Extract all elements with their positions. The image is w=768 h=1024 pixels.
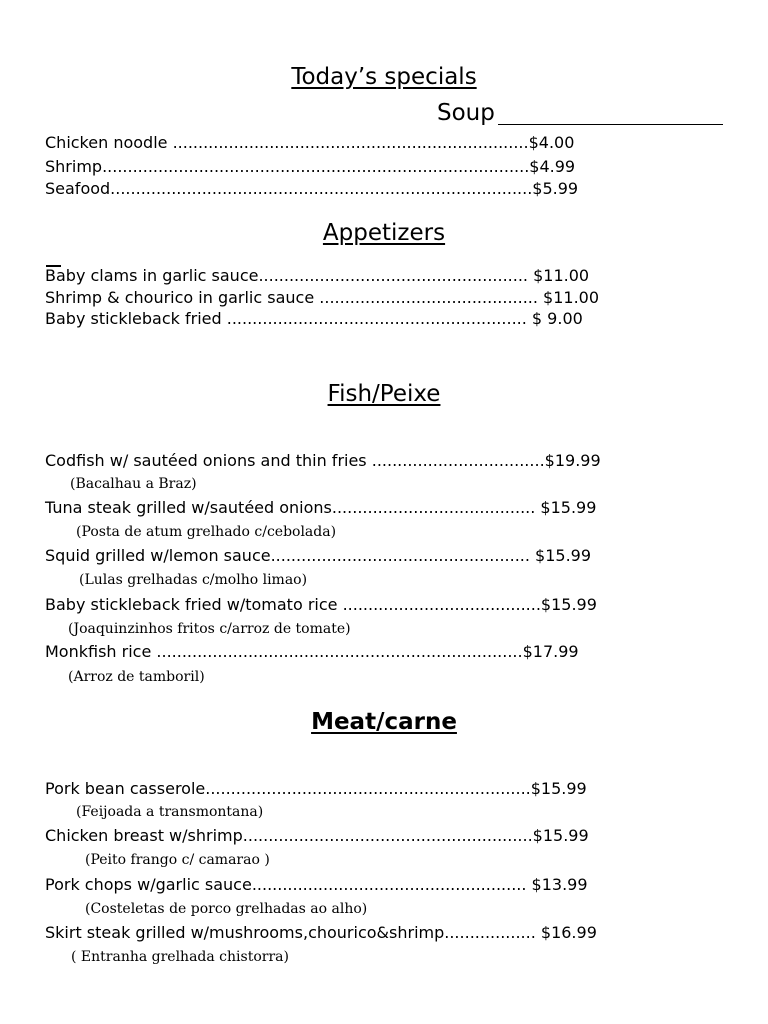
- menu-item-translation: (Feijoada a transmontana): [76, 804, 264, 820]
- menu-item: Skirt steak grilled w/mushrooms,chourico&shrimp.................. $16.99: [45, 923, 597, 942]
- menu-item: Chicken noodle ......................................................................$4.00: [45, 133, 575, 152]
- soup-heading-rule: [498, 124, 723, 125]
- appetizers-heading: Appetizers: [322, 220, 446, 246]
- menu-item: Monkfish rice ........................................................................$17.99: [45, 642, 579, 661]
- fish-heading: Fish/Peixe: [327, 381, 441, 407]
- page-title: Today’s specials: [291, 64, 477, 90]
- meat-heading: Meat/carne: [311, 709, 457, 735]
- menu-item-translation: (Lulas grelhadas c/molho limao): [79, 572, 308, 588]
- menu-item-translation: ( Entranha grelhada chistorra): [71, 949, 289, 965]
- soup-heading-wrap: [0, 100, 768, 126]
- menu-item: Baby stickleback fried w/tomato rice .......................................$15.99: [45, 595, 597, 614]
- menu-item-translation: (Arroz de tamboril): [68, 669, 205, 685]
- menu-item-translation: (Joaquinzinhos fritos c/arroz de tomate): [68, 621, 351, 637]
- menu-item: Tuna steak grilled w/sautéed onions........................................ $15.99: [45, 498, 597, 517]
- menu-item-translation: (Posta de atum grelhado c/cebolada): [76, 524, 337, 540]
- menu-item: Squid grilled w/lemon sauce................................................... $15.99: [45, 546, 592, 565]
- menu-item: Pork chops w/garlic sauce...................................................... $13.99: [45, 875, 588, 894]
- menu-item: Shrimp....................................................................................$4.99: [45, 157, 576, 176]
- menu-item: Shrimp & chourico in garlic sauce ........................................... $11.00: [45, 288, 600, 307]
- menu-item: Codfish w/ sautéed onions and thin fries ..................................$19.99: [45, 451, 601, 470]
- menu-item: Baby clams in garlic sauce..................................................... $11.00: [45, 266, 590, 285]
- menu-item: Chicken breast w/shrimp.........................................................$15.99: [45, 826, 589, 845]
- menu-item-translation: (Bacalhau a Braz): [70, 476, 197, 492]
- menu-item-translation: (Peito frango c/ camarao ): [85, 852, 270, 868]
- menu-item: Seafood...................................................................................$5.99: [45, 179, 579, 198]
- soup-heading: Soup: [437, 100, 495, 126]
- menu-item: Pork bean casserole................................................................$15.99: [45, 779, 587, 798]
- menu-item: Baby stickleback fried ........................................................... $ 9.00: [45, 309, 583, 328]
- menu-item-translation: (Costeletas de porco grelhadas ao alho): [85, 901, 368, 917]
